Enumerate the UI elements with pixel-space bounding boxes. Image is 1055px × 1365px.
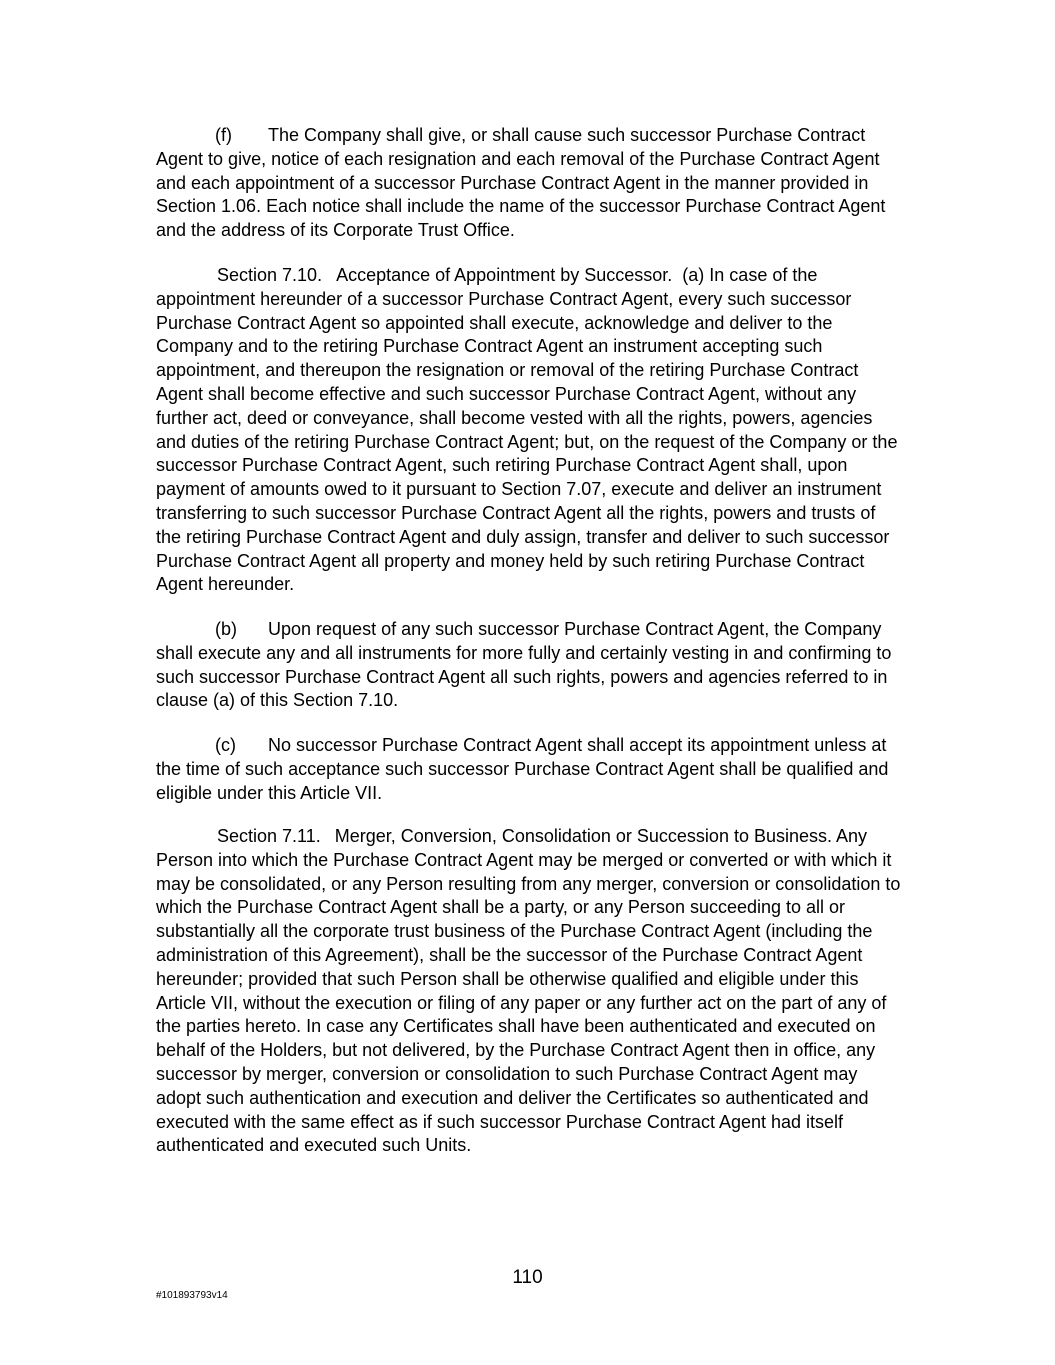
paragraph-b bbox=[156, 618, 901, 713]
section-7-11-title: Merger, Conversion, Consolidation or Succession to Business. bbox=[334, 826, 832, 846]
clause-label-b: (b) bbox=[215, 619, 237, 639]
section-7-10-title: Acceptance of Appointment by Successor. bbox=[336, 265, 673, 285]
document-id: #101893793v14 bbox=[156, 1290, 228, 1301]
section-7-11-heading: Section 7.11. bbox=[217, 826, 321, 846]
clause-label-f: (f) bbox=[215, 125, 232, 145]
paragraph-c-text: No successor Purchase Contract Agent shall accept its appointment unless at the time of such acceptance such successor Purchase Contract Agent shall be qualified and eligible under this Article VII. bbox=[156, 735, 889, 803]
paragraph-b-text: Upon request of any such successor Purchase Contract Agent, the Company shall execute any and all instruments for more fully and certainly vesting in and confirming to such successor Purchase Contract Agent all such rights, powers and agencies referred to in clause (a) of this Section 7.10. bbox=[156, 619, 892, 711]
section-7-10 bbox=[156, 264, 901, 597]
paragraph-c bbox=[156, 734, 901, 805]
section-7-11 bbox=[156, 825, 901, 1158]
paragraph-f bbox=[156, 124, 901, 243]
section-7-10-text: (a) In case of the appointment hereunder of a successor Purchase Contract Agent, every such successor Purchase Contract Agent so appointed shall execute, acknowledge and deliver to the Company and to the retiring Purchase Contract Agent an instrument accepting such appointment, and thereupon the resignation or removal of the retiring Purchase Contract Agent shall become effective and such successor Purchase Contract Agent, without any further act, deed or conveyance, shall become vested with all the rights, powers, agencies and duties of the retiring Purchase Contract Agent; but, on the request of the Company or the successor Purchase Contract Agent, such retiring Purchase Contract Agent shall, upon payment of amounts owed to it pursuant to Section 7.07, execute and deliver an instrument transferring to such successor Purchase Contract Agent all the rights, powers and trusts of the retiring Purchase Contract Agent and duly assign, transfer and deliver to such successor Purchase Contract Agent all property and money held by such retiring Purchase Contract Agent hereunder. bbox=[156, 265, 898, 595]
section-7-11-text: Any Person into which the Purchase Contract Agent may be merged or converted or with which it may be consolidated, or any Person resulting from any merger, conversion or consolidation to which the Purchase Contract Agent shall be a party, or any Person succeeding to all or substantially all the corporate trust business of the Purchase Contract Agent (including the administration of this Agreement), shall be the successor of the Purchase Contract Agent hereunder; provided that such Person shall be otherwise qualified and eligible under this Article VII, without the execution or filing of any paper or any further act on the part of any of the parties hereto. In case any Certificates shall have been authenticated and executed on behalf of the Holders, but not delivered, by the Purchase Contract Agent then in office, any successor by merger, conversion or consolidation to such Purchase Contract Agent may adopt such authentication and execution and deliver the Certificates so authenticated and executed with the same effect as if such successor Purchase Contract Agent had itself authenticated and executed such Units. bbox=[156, 826, 901, 1156]
section-7-10-heading: Section 7.10. bbox=[217, 265, 323, 285]
page-number: 110 bbox=[512, 1267, 543, 1288]
clause-label-c: (c) bbox=[215, 735, 236, 755]
paragraph-f-text: The Company shall give, or shall cause such successor Purchase Contract Agent to give, notice of each resignation and each removal of the Purchase Contract Agent and each appointment of a successor Purchase Contract Agent in the manner provided in Section 1.06. Each notice shall include the name of the successor Purchase Contract Agent and the address of its Corporate Trust Office. bbox=[156, 125, 886, 241]
